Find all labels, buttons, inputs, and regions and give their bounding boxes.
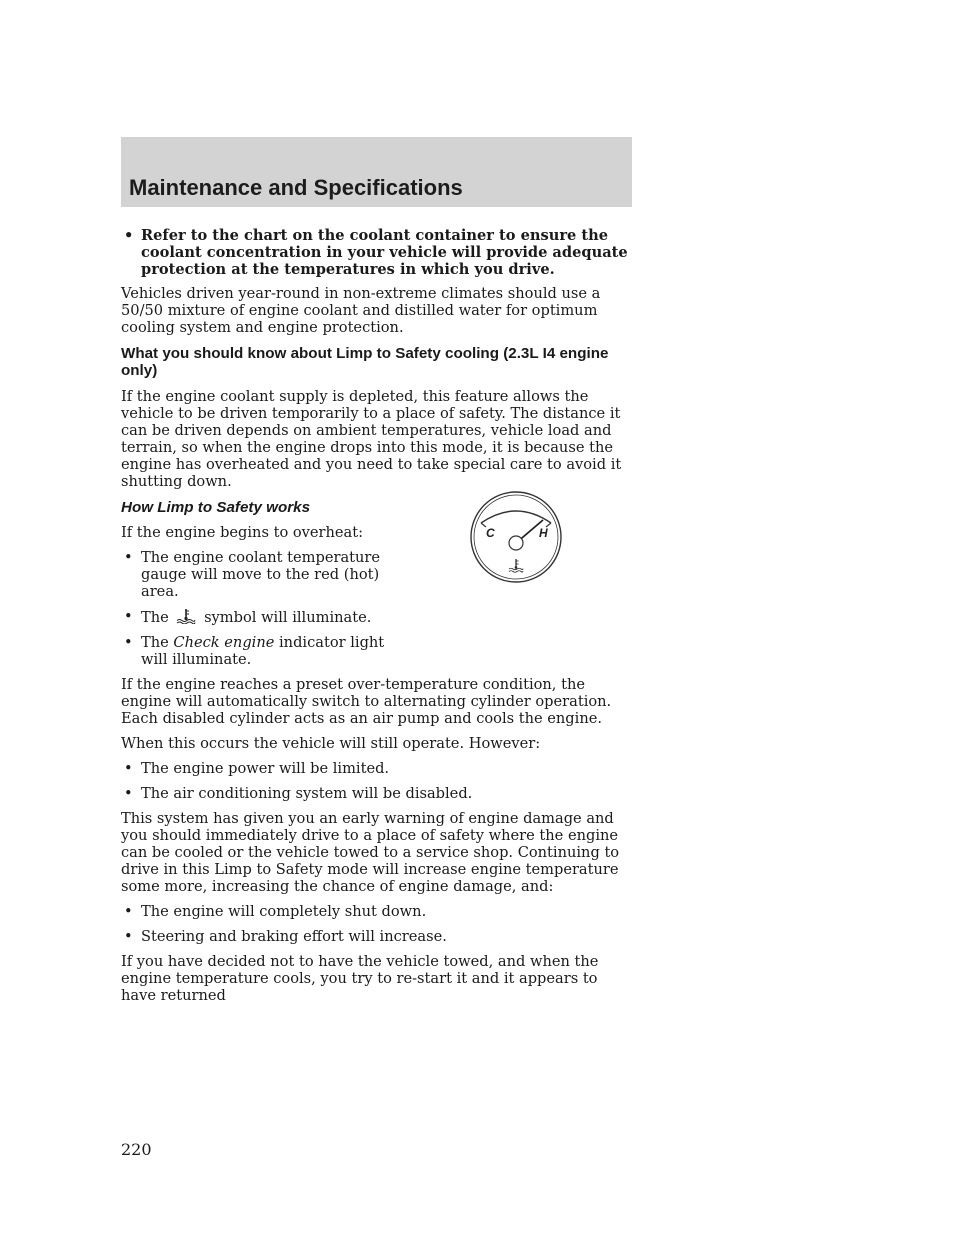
bullet-text-start: The (141, 634, 169, 651)
bullet-marker: • (124, 903, 133, 920)
restart-paragraph: If you have decided not to have the vehicle towed, and when the engine temperature cools, you try to re-start it and it appears to have returned (121, 953, 599, 1004)
coolant-temperature-gauge (459, 487, 573, 585)
bullet-marker: • (124, 608, 133, 625)
bullet-marker: • (124, 785, 133, 802)
gauge-hot-label: H (539, 526, 548, 540)
early-warning-paragraph: This system has given you an early warning of engine damage and you should immediately drive to a place of safety where the engine can be cooled or the vehicle towed to a service shop. Continuing to drive in this Limp to Safety mode will increase engine temperature some more, increasing the chance of engine damage, and: (121, 810, 620, 895)
bullet-marker: • (124, 928, 133, 945)
air-conditioning-bullet (121, 785, 636, 802)
bullet-marker: • (124, 634, 133, 651)
page-number: 220 (121, 1140, 152, 1159)
bullet-text-end: symbol will illuminate. (204, 609, 372, 626)
bullet-text: Refer to the chart on the coolant container to ensure the coolant concentration in your vehicle will provide adequate protection at the temperatures in which you drive. (141, 227, 628, 278)
symbol-bullet (121, 608, 411, 626)
still-operate-paragraph: When this occurs the vehicle will still operate. However: (121, 735, 541, 752)
limp-to-safety-heading: What you should know about Limp to Safety cooling (2.3L I4 engine only) (121, 345, 609, 379)
bullet-marker: • (124, 227, 134, 244)
gauge-bullet (121, 549, 411, 600)
coolant-mixture-paragraph: Vehicles driven year-round in non-extreme climates should use a 50/50 mixture of engine coolant and distilled water for optimum cooling system and engine protection. (121, 285, 601, 336)
bullet-text-start: The (141, 609, 169, 626)
limp-feature-paragraph: If the engine coolant supply is depleted, this feature allows the vehicle to be driven temporarily to a place of safety. The distance it can be driven depends on ambient temperatures, vehicle load and terrain, so when the engine drops into this mode, it is because the engine has overheated and you need to take special care to avoid it shutting down. (121, 388, 622, 490)
coolant-temperature-icon (176, 608, 196, 624)
bullet-text-end: indicator light will illuminate. (141, 634, 385, 668)
needle-hub (509, 536, 523, 550)
page-body (121, 227, 636, 1004)
preset-temperature-paragraph: If the engine reaches a preset over-temperature condition, the engine will automatically switch to alternating cylinder operation. Each disabled cylinder acts as an air pump and cools the engine. (121, 676, 612, 727)
bullet-marker: • (124, 760, 133, 777)
bullet-text: The engine power will be limited. (141, 760, 390, 777)
section-header (121, 137, 632, 207)
coolant-chart-bullet (121, 227, 636, 278)
bullet-text: Steering and braking effort will increase. (141, 928, 447, 945)
how-it-works-heading: How Limp to Safety works (121, 499, 311, 516)
bullet-text: The air conditioning system will be disabled. (141, 785, 473, 802)
power-limited-bullet (121, 760, 636, 777)
bullet-marker: • (124, 549, 133, 566)
bullet-text: The engine coolant temperature gauge will move to the red (hot) area. (141, 549, 381, 600)
gauge-cold-label: C (486, 526, 495, 540)
shut-down-bullet (121, 903, 636, 920)
overheat-intro: If the engine begins to overheat: (121, 524, 364, 541)
steering-braking-bullet (121, 928, 636, 945)
check-engine-label: Check engine (173, 634, 275, 651)
section-title: Maintenance and Specifications (129, 175, 463, 200)
check-engine-bullet (121, 634, 411, 668)
bullet-text: The engine will completely shut down. (141, 903, 427, 920)
